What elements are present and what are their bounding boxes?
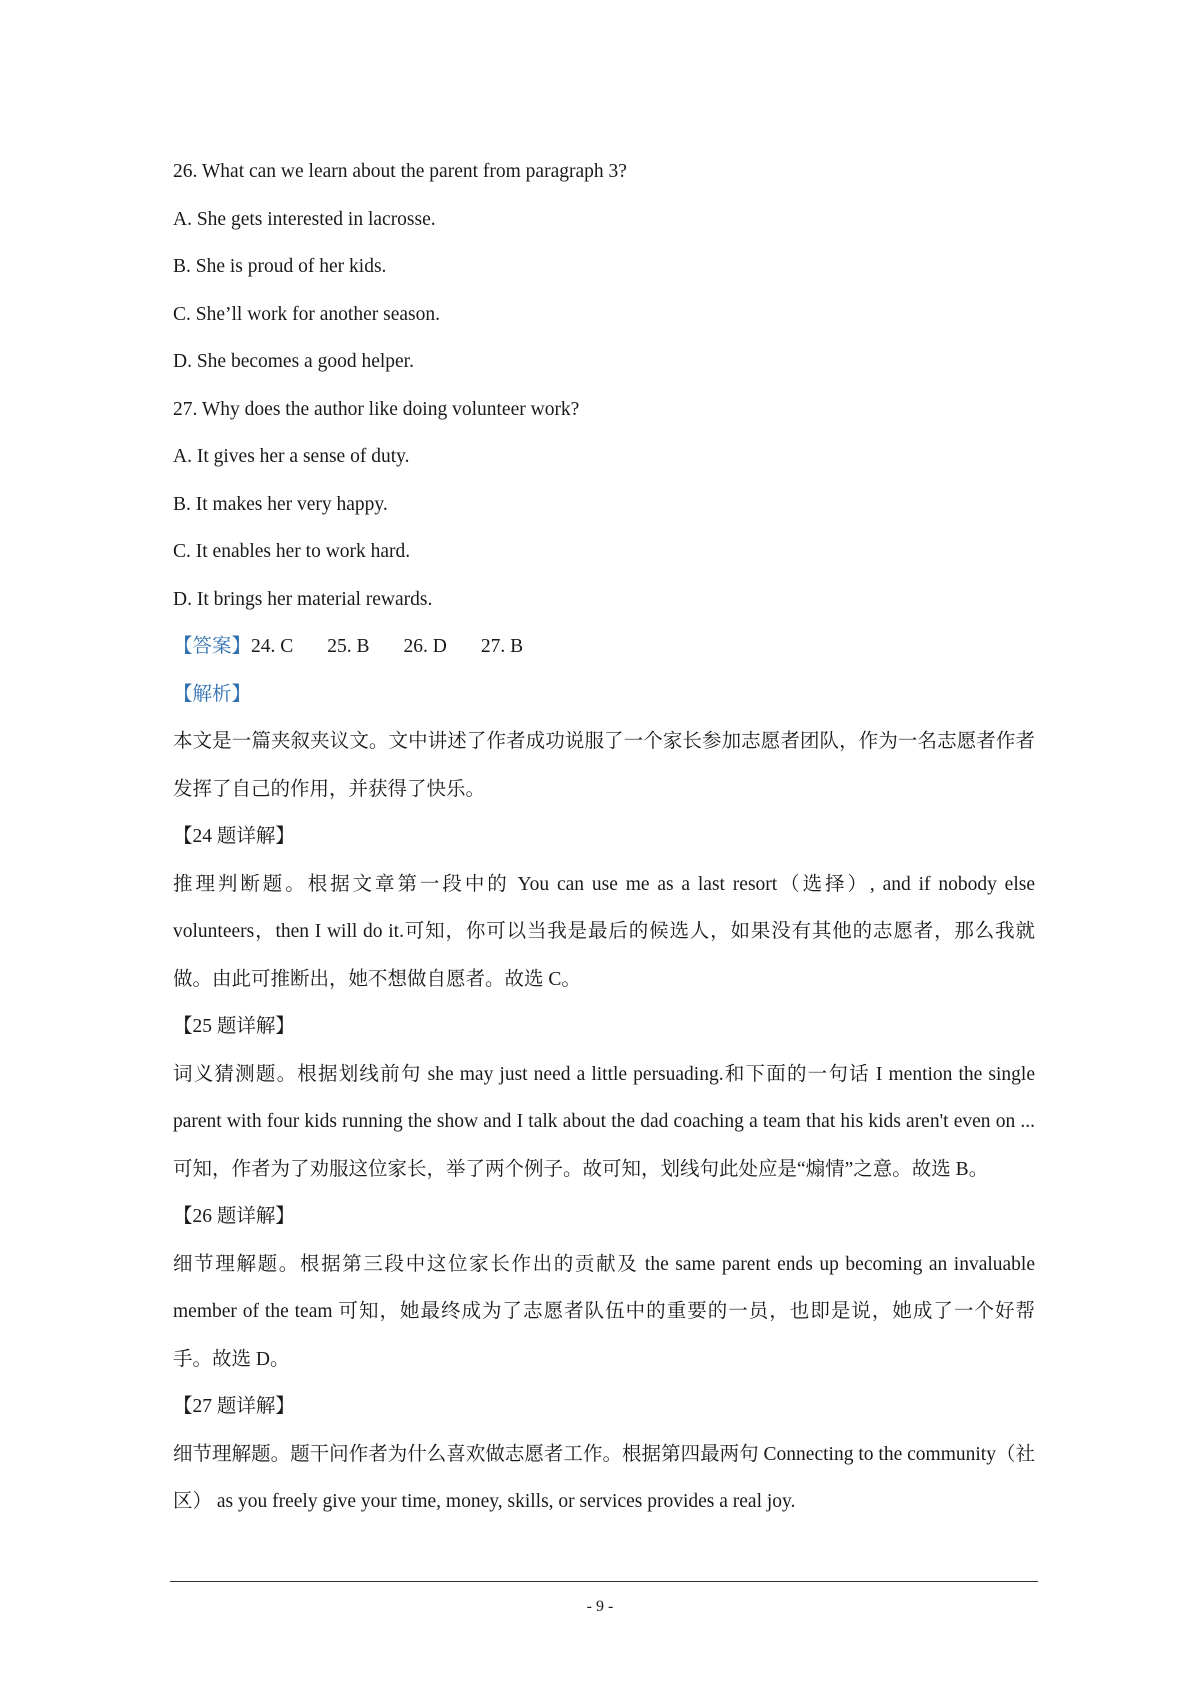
detail-text-27: 细节理解题。题干问作者为什么喜欢做志愿者工作。根据第四最两句 Connecting to the community（社区） as you freely give your time, money, skills, or services provides a real joy. — [173, 1443, 1035, 1512]
option-c: C. It enables her to work hard. — [173, 541, 411, 562]
answer-label: 【答案】 — [173, 636, 252, 657]
question-27 — [173, 386, 1035, 624]
option-c: C. She’ll work for another season. — [173, 303, 440, 325]
question-stem: 26. What can we learn about the parent from paragraph 3? — [173, 161, 627, 182]
footer-divider — [170, 1581, 1038, 1582]
page-content — [173, 148, 1035, 1526]
answer-item: 25. B — [327, 636, 370, 657]
question-stem: 27. Why does the author like doing volunteer work? — [173, 398, 580, 420]
detail-text-25: 词义猜测题。根据划线前句 she may just need a little persuading.和下面的一句话 I mention the single parent with four kids running the show and I talk about the dad coaching a team that his kids aren't even on ...可知，作者为了劝服这位家长，举了两个例子。故可知，划线句此处应是“煽情”之意。故选 B。 — [173, 1063, 1035, 1180]
option-a: A. She gets interested in lacrosse. — [173, 208, 436, 230]
answer-line — [173, 623, 1035, 671]
option-d: D. She becomes a good helper. — [173, 351, 414, 372]
detail-text-24: 推理判断题。根据文章第一段中的 You can use me as a last resort（选择）, and if nobody else volunteers，then I will do it.可知，你可以当我是最后的候选人，如果没有其他的志愿者，那么我就做。由此可推断出，她不想做自愿者。故选 C。 — [173, 873, 1035, 990]
detail-heading-26: 【26 题详解】 — [173, 1206, 295, 1227]
option-d: D. It brings her material rewards. — [173, 588, 433, 610]
detail-heading-27: 【27 题详解】 — [173, 1396, 295, 1417]
answer-item: 24. C — [251, 636, 294, 657]
option-a: A. It gives her a sense of duty. — [173, 446, 410, 467]
analysis-label: 【解析】 — [173, 683, 252, 705]
answer-item: 26. D — [403, 636, 447, 657]
analysis-summary: 本文是一篇夹叙夹议文。文中讲述了作者成功说服了一个家长参加志愿者团队，作为一名志愿者作者发挥了自己的作用，并获得了快乐。 — [173, 731, 1035, 800]
option-b: B. She is proud of her kids. — [173, 256, 387, 277]
detail-heading-24: 【24 题详解】 — [173, 826, 295, 847]
question-26 — [173, 148, 1035, 386]
answer-item: 27. B — [480, 636, 524, 657]
option-b: B. It makes her very happy. — [173, 493, 388, 515]
page-number: - 9 - — [586, 1598, 614, 1615]
detail-heading-25: 【25 题详解】 — [173, 1016, 295, 1037]
detail-text-26: 细节理解题。根据第三段中这位家长作出的贡献及 the same parent ends up becoming an invaluable member of the team 可知，她最终成为了志愿者队伍中的重要的一员，也即是说，她成了一个好帮手。故选 D。 — [173, 1253, 1035, 1370]
